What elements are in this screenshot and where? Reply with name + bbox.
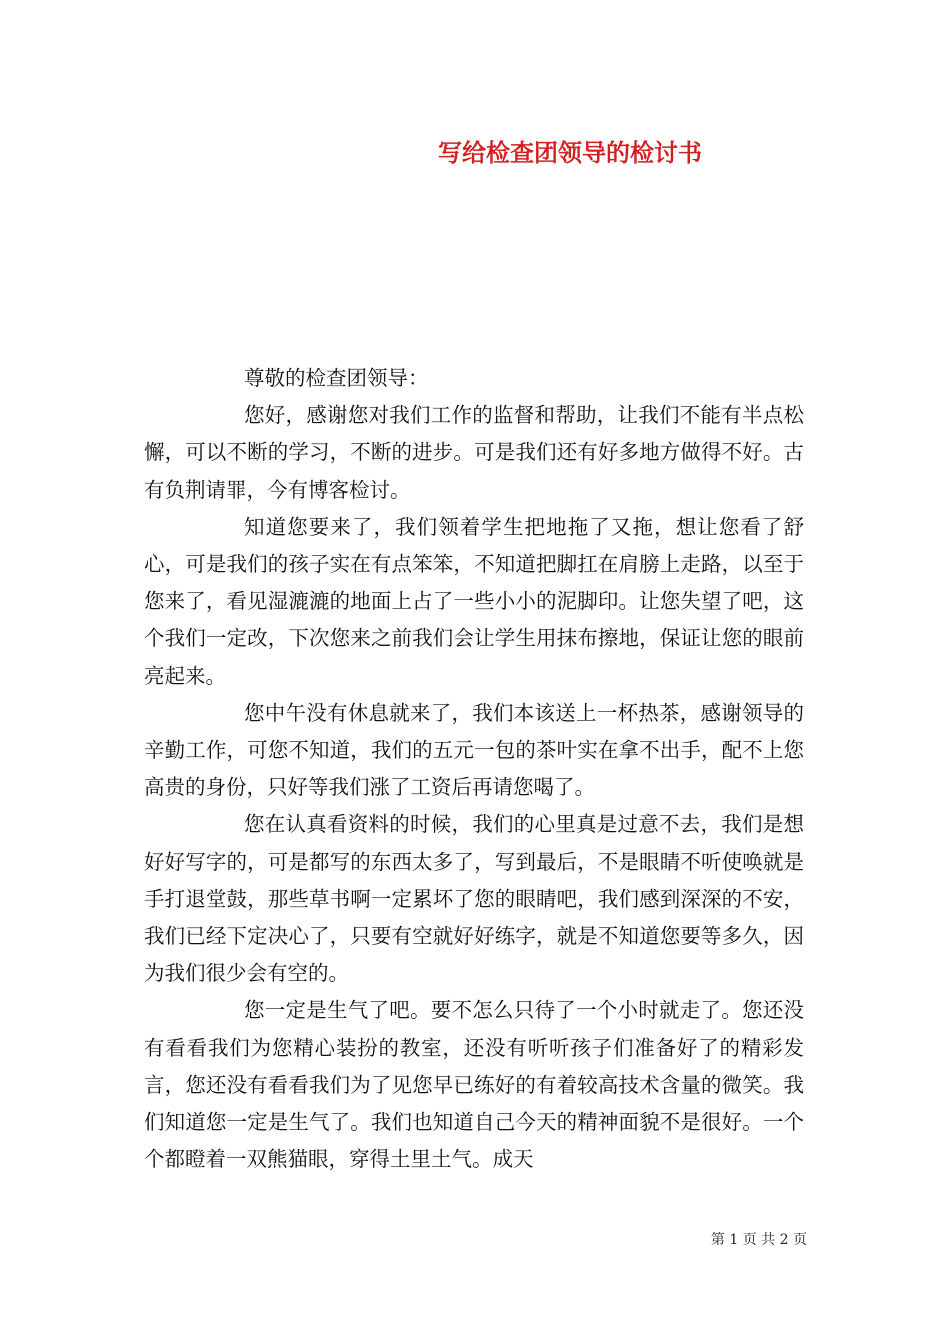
paragraph-1: 您好，感谢您对我们工作的监督和帮助，让我们不能有半点松懈，可以不断的学习，不断的进步。可是我们还有好多地方做得不好。古有负荆请罪，今有博客检讨。 [144,403,804,502]
document-body [144,360,804,1178]
document-title: 写给检查团领导的检讨书 [438,138,702,167]
salutation: 尊敬的检查团领导： [244,366,429,390]
paragraph-5: 您一定是生气了吧。要不怎么只待了一个小时就走了。您还没有看看我们为您精心装扮的教室，还没有听听孩子们准备好了的精彩发言，您还没有看看我们为了见您早已练好的有着较高技术含量的微笑。我们知道您一定是生气了。我们也知道自己今天的精神面貌不是很好。一个个都瞪着一双熊猫眼，穿得土里土气。成天 [144,998,804,1172]
paragraph-3: 您中午没有休息就来了，我们本该送上一杯热茶，感谢领导的辛勤工作，可您不知道，我们的五元一包的茶叶实在拿不出手，配不上您高贵的身份，只好等我们涨了工资后再请您喝了。 [144,700,804,800]
paragraph-4: 您在认真看资料的时候，我们的心里真是过意不去，我们是想好好写字的，可是都写的东西太多了，写到最后，不是眼睛不听使唤就是手打退堂鼓，那些草书啊一定累坏了您的眼睛吧，我们感到深深的不安，我们已经下定决心了，只要有空就好好练字，就是不知道您要等多久，因为我们很少会有空的。 [144,812,804,986]
page-number-footer: 第 1 页 共 2 页 [710,1232,807,1248]
paragraph-2: 知道您要来了，我们领着学生把地拖了又拖，想让您看了舒心，可是我们的孩子实在有点笨笨，不知道把脚扛在肩膀上走路，以至于您来了，看见湿漉漉的地面上占了一些小小的泥脚印。让您失望了吧，这个我们一定改，下次您来之前我们会让学生用抹布擦地，保证让您的眼前亮起来。 [144,514,804,688]
